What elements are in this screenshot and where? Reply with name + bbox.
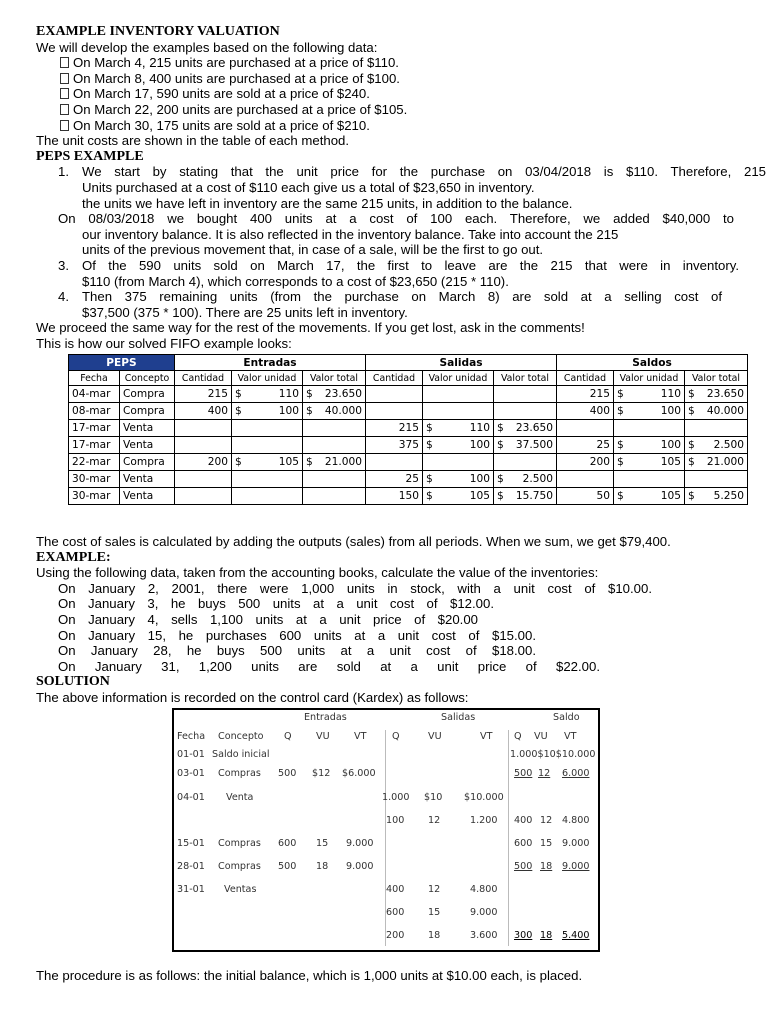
cell-value: 105: [660, 490, 681, 502]
peps-cell-e-q: [175, 471, 232, 488]
bullet-box-icon: [60, 57, 69, 68]
currency-symbol: $: [497, 422, 504, 434]
kardex-in-vu: 18: [316, 861, 329, 872]
document-body: [36, 24, 766, 351]
peps-cell-e-vu: [232, 403, 303, 420]
cell-value: 40.000: [324, 405, 362, 417]
currency-symbol: $: [426, 422, 433, 434]
bullet-box-icon: [60, 120, 69, 131]
peps-cell-s-vu: [423, 437, 494, 454]
kardex-in-vt: 9.000: [346, 838, 374, 849]
kardex-out-q: 100: [386, 815, 405, 826]
kardex-header-q: Q: [284, 731, 292, 742]
peps-cell-b-q: 400: [557, 403, 614, 420]
kardex-out-q: 200: [386, 930, 405, 941]
kardex-bal-vt: 4.800: [562, 815, 590, 826]
peps-cell-e-vt: [303, 420, 366, 437]
step-number: 4.: [58, 289, 69, 305]
kardex-out-vt: $10.000: [464, 792, 504, 803]
currency-symbol: $: [306, 405, 313, 417]
currency-symbol: $: [617, 456, 624, 468]
peps-cell-concepto: Venta: [120, 471, 175, 488]
peps-table-row: [69, 403, 748, 420]
kardex-fecha: 28-01: [177, 861, 205, 872]
kardex-in-vt: $6.000: [342, 768, 376, 779]
peps-cell-s-vt: [494, 437, 557, 454]
bullet-box-icon: [60, 104, 69, 115]
kardex-saldo-initial: 1.000$10$10.000: [510, 749, 596, 760]
currency-symbol: $: [688, 388, 695, 400]
kardex-out-vu: 15: [428, 907, 441, 918]
kardex-concepto: Compras: [218, 861, 261, 872]
peps-cell-e-vt: [303, 471, 366, 488]
peps-cell-e-vt: [303, 454, 366, 471]
step-text-line: units of the previous movement that, in case of a sale, will be the first to go out.: [82, 242, 544, 258]
group-saldos: Saldos: [557, 355, 748, 371]
document-title: EXAMPLE INVENTORY VALUATION: [36, 24, 280, 39]
peps-column-header: Valor total: [303, 371, 366, 386]
peps-cell-s-vt: [494, 420, 557, 437]
peps-cell-b-vt: [685, 386, 748, 403]
peps-cell-e-q: 200: [175, 454, 232, 471]
peps-group-header-row: [69, 355, 748, 371]
peps-column-header: Cantidad: [366, 371, 423, 386]
kardex-divider: [508, 730, 509, 946]
cell-value: 110: [660, 388, 681, 400]
peps-cell-e-q: [175, 420, 232, 437]
kardex-header-concepto: Concepto: [218, 731, 264, 742]
peps-step-3: [36, 258, 739, 274]
currency-symbol: $: [306, 456, 313, 468]
peps-column-header: Cantidad: [557, 371, 614, 386]
peps-cell-b-q: 200: [557, 454, 614, 471]
bullet-text: On March 30, 175 units are sold at a price of $210.: [73, 117, 370, 133]
example-heading: EXAMPLE:: [36, 549, 111, 565]
peps-table: [68, 354, 748, 505]
peps-cell-b-vt: [685, 454, 748, 471]
group-entradas: Entradas: [175, 355, 366, 371]
kardex-in-q: 600: [278, 838, 297, 849]
kardex-in-vt: 9.000: [346, 861, 374, 872]
peps-cell-s-vt: [494, 471, 557, 488]
kardex-out-vt: 1.200: [470, 815, 498, 826]
peps-cell-e-q: [175, 488, 232, 505]
kardex-in-q: 500: [278, 861, 297, 872]
peps-column-header: Valor total: [494, 371, 557, 386]
kardex-header-vu: VU: [534, 731, 548, 742]
kardex-header-q: Q: [392, 731, 400, 742]
peps-cell-s-vu: [423, 454, 494, 471]
step-text-line: Units purchased at a cost of $110 each give us a total of $23,650 in inventory.: [82, 179, 535, 195]
peps-cell-e-vu: [232, 454, 303, 471]
peps-column-header: Valor unidad: [614, 371, 685, 386]
cost-of-sales-text: The cost of sales is calculated by adding the outputs (sales) from all periods. When we sum, we get $79,400.: [36, 534, 671, 549]
kardex-bal-q: 500: [514, 861, 533, 872]
cell-value: 21.000: [324, 456, 362, 468]
currency-symbol: $: [688, 456, 695, 468]
data-bullet-list: [36, 55, 766, 133]
peps-cell-fecha: 17-mar: [69, 420, 120, 437]
peps-cell-b-vt: [685, 420, 748, 437]
currency-symbol: $: [617, 490, 624, 502]
kardex-concepto: Venta: [226, 792, 254, 803]
peps-column-header: Valor unidad: [423, 371, 494, 386]
peps-cell-e-vt: [303, 386, 366, 403]
cell-value: 100: [660, 405, 681, 417]
peps-cell-fecha: 08-mar: [69, 403, 120, 420]
currency-symbol: $: [235, 405, 242, 417]
peps-table-body: [69, 386, 748, 505]
peps-cell-e-q: 400: [175, 403, 232, 420]
data-bullet-item: [36, 55, 766, 71]
kardex-bal-vt: 5.400: [562, 930, 590, 941]
kardex-header-q: Q: [514, 731, 522, 742]
kardex-group-salidas: Salidas: [441, 712, 476, 723]
peps-cell-s-q: 150: [366, 488, 423, 505]
example-intro: Using the following data, taken from the accounting books, calculate the value of the inventories:: [36, 565, 599, 581]
currency-symbol: $: [235, 388, 242, 400]
kardex-bal-vu: 12: [538, 768, 551, 779]
peps-cell-s-q: 375: [366, 437, 423, 454]
cell-value: 100: [469, 473, 490, 485]
cell-value: 2.500: [522, 473, 553, 485]
peps-step-4: [36, 289, 722, 305]
data-bullet-item: [36, 118, 766, 134]
kardex-out-q: 600: [386, 907, 405, 918]
peps-heading: PEPS EXAMPLE: [36, 148, 144, 164]
kardex-bal-q: 500: [514, 768, 533, 779]
cell-value: 21.000: [706, 456, 744, 468]
cell-value: 23.650: [515, 422, 553, 434]
peps-table-row: [69, 437, 748, 454]
step-text-line: $37,500 (375 * 100). There are 25 units left in inventory.: [82, 304, 408, 320]
example-data-line: On January 2, 2001, there were 1,000 units in stock, with a unit cost of $10.00.: [58, 580, 652, 596]
step-text-line: the units we have left in inventory are the same 215 units, in addition to the balance.: [82, 195, 573, 211]
peps-cell-b-q: 215: [557, 386, 614, 403]
bullet-box-icon: [60, 88, 69, 99]
peps-cell-e-q: [175, 437, 232, 454]
step-number: 3.: [58, 257, 69, 273]
cell-value: 23.650: [324, 388, 362, 400]
peps-cell-s-q: 215: [366, 420, 423, 437]
kardex-out-vt: 4.800: [470, 884, 498, 895]
bullet-text: On March 4, 215 units are purchased at a price of $110.: [73, 55, 399, 71]
cell-value: 23.650: [706, 388, 744, 400]
cell-value: 100: [278, 405, 299, 417]
kardex-header-vt: VT: [480, 731, 493, 742]
data-bullet-item: [36, 86, 766, 102]
peps-cell-e-vu: [232, 488, 303, 505]
peps-cell-s-vu: [423, 386, 494, 403]
kardex-out-q: 1.000: [382, 792, 410, 803]
peps-cell-fecha: 04-mar: [69, 386, 120, 403]
peps-column-header: Concepto: [120, 371, 175, 386]
peps-cell-concepto: Compra: [120, 386, 175, 403]
peps-cell-s-vt: [494, 386, 557, 403]
peps-cell-concepto: Venta: [120, 420, 175, 437]
currency-symbol: $: [617, 388, 624, 400]
kardex-concepto: Ventas: [224, 884, 257, 895]
peps-cell-b-q: [557, 420, 614, 437]
peps-cell-s-vt: [494, 454, 557, 471]
peps-table-row: [69, 454, 748, 471]
currency-symbol: $: [497, 439, 504, 451]
proceed-text: We proceed the same way for the rest of the movements. If you get lost, ask in the comments!: [36, 320, 585, 336]
kardex-in-vu: $12: [312, 768, 331, 779]
currency-symbol: $: [235, 456, 242, 468]
peps-cell-b-vt: [685, 403, 748, 420]
peps-cell-s-vu: [423, 488, 494, 505]
currency-symbol: $: [617, 439, 624, 451]
step-text: Of the 590 units sold on March 17, the first to leave are the 215 that were in inventory.: [82, 257, 739, 273]
peps-cell-concepto: Compra: [120, 403, 175, 420]
bullet-text: On March 22, 200 units are purchased at a price of $105.: [73, 101, 408, 117]
cell-value: 110: [278, 388, 299, 400]
peps-step-2: On 08/03/2018 we bought 400 units at a cost of 100 each. Therefore, we added $40,000 to: [58, 211, 734, 227]
kardex-bal-vt: 9.000: [562, 838, 590, 849]
peps-cell-s-q: [366, 454, 423, 471]
example-data-list: [36, 581, 756, 675]
peps-cell-e-vt: [303, 488, 366, 505]
peps-cell-s-q: 25: [366, 471, 423, 488]
kardex-out-vu: 12: [428, 815, 441, 826]
kardex-bal-vu: 15: [540, 838, 553, 849]
example-data-line: On January 31, 1,200 units are sold at a unit price of $22.00.: [58, 658, 600, 674]
peps-corner-label: PEPS: [69, 355, 175, 371]
bullet-text: On March 17, 590 units are sold at a price of $240.: [73, 86, 370, 102]
peps-cell-e-q: 215: [175, 386, 232, 403]
example-data-line: On January 4, sells 1,100 units at a unit price of $20.00: [58, 611, 478, 627]
example-section: [36, 534, 756, 706]
kardex-out-vu: $10: [424, 792, 443, 803]
peps-column-header: Cantidad: [175, 371, 232, 386]
peps-step-1: [36, 164, 766, 180]
procedure-text: The procedure is as follows: the initial balance, which is 1,000 units at $10.00 each, is placed.: [36, 968, 583, 983]
cell-value: 37.500: [515, 439, 553, 451]
kardex-out-q: 400: [386, 884, 405, 895]
data-bullet-item: [36, 102, 766, 118]
kardex-group-saldo: Saldo: [553, 712, 580, 723]
peps-cell-s-q: [366, 386, 423, 403]
kardex-bal-vt: 9.000: [562, 861, 590, 872]
peps-cell-s-vu: [423, 420, 494, 437]
peps-cell-s-vt: [494, 488, 557, 505]
currency-symbol: $: [688, 405, 695, 417]
kardex-bal-vu: 18: [540, 861, 553, 872]
kardex-group-entradas: Entradas: [304, 712, 347, 723]
peps-cell-b-q: 50: [557, 488, 614, 505]
peps-column-header: Valor unidad: [232, 371, 303, 386]
kardex-bal-q: 300: [514, 930, 533, 941]
cell-value: 2.500: [713, 439, 744, 451]
kardex-fecha: 04-01: [177, 792, 205, 803]
peps-cell-fecha: 17-mar: [69, 437, 120, 454]
peps-cell-e-vt: [303, 437, 366, 454]
peps-cell-s-vt: [494, 403, 557, 420]
currency-symbol: $: [688, 439, 695, 451]
peps-cell-fecha: 22-mar: [69, 454, 120, 471]
peps-table-row: [69, 471, 748, 488]
group-salidas: Salidas: [366, 355, 557, 371]
peps-cell-e-vu: [232, 386, 303, 403]
kardex-header-fecha: Fecha: [177, 731, 206, 742]
kardex-fecha: 01-01: [177, 749, 205, 760]
step-number: 1.: [58, 164, 69, 180]
peps-cell-b-vu: [614, 471, 685, 488]
cell-value: 100: [469, 439, 490, 451]
bullet-text: On March 8, 400 units are purchased at a price of $100.: [73, 70, 400, 86]
data-bullet-item: [36, 71, 766, 87]
cell-value: 15.750: [515, 490, 553, 502]
kardex-out-vu: 12: [428, 884, 441, 895]
kardex-fecha: 03-01: [177, 768, 205, 779]
kardex-in-q: 500: [278, 768, 297, 779]
kardex-in-vu: 15: [316, 838, 329, 849]
step-text: Then 375 remaining units (from the purchase on March 8) are sold at a selling cost of: [82, 289, 722, 305]
peps-subheader-row: [69, 371, 748, 386]
peps-cell-b-q: 25: [557, 437, 614, 454]
peps-cell-b-vt: [685, 488, 748, 505]
currency-symbol: $: [688, 490, 695, 502]
kardex-header-vu: VU: [428, 731, 442, 742]
kardex-bal-vu: 18: [540, 930, 553, 941]
peps-cell-b-vu: [614, 403, 685, 420]
kardex-fecha: 15-01: [177, 838, 205, 849]
peps-cell-fecha: 30-mar: [69, 488, 120, 505]
currency-symbol: $: [306, 388, 313, 400]
solution-heading: SOLUTION: [36, 674, 110, 690]
cell-value: 105: [660, 456, 681, 468]
peps-column-header: Fecha: [69, 371, 120, 386]
peps-table-row: [69, 488, 748, 505]
peps-cell-s-vu: [423, 403, 494, 420]
kardex-card: [172, 708, 600, 952]
peps-cell-e-vu: [232, 471, 303, 488]
peps-cell-b-vt: [685, 437, 748, 454]
example-data-line: On January 28, he buys 500 units at a unit cost of $18.00.: [58, 643, 536, 659]
peps-cell-b-vu: [614, 454, 685, 471]
currency-symbol: $: [617, 405, 624, 417]
currency-symbol: $: [426, 490, 433, 502]
peps-cell-e-vu: [232, 437, 303, 454]
solution-intro: The above information is recorded on the control card (Kardex) as follows:: [36, 689, 469, 705]
peps-cell-b-vt: [685, 471, 748, 488]
example-data-line: On January 15, he purchases 600 units at a unit cost of $15.00.: [58, 627, 536, 643]
currency-symbol: $: [497, 473, 504, 485]
intro-text: We will develop the examples based on the following data:: [36, 39, 378, 55]
peps-column-header: Valor total: [685, 371, 748, 386]
peps-cell-s-q: [366, 403, 423, 420]
kardex-concepto: Compras: [218, 768, 261, 779]
peps-cell-b-q: [557, 471, 614, 488]
cell-value: 105: [469, 490, 490, 502]
peps-cell-e-vu: [232, 420, 303, 437]
kardex-concepto: Compras: [218, 838, 261, 849]
cell-value: 110: [469, 422, 490, 434]
peps-table-row: [69, 386, 748, 403]
fifo-intro: This is how our solved FIFO example looks:: [36, 335, 292, 351]
peps-cell-b-vu: [614, 420, 685, 437]
kardex-out-vu: 18: [428, 930, 441, 941]
kardex-header-vu: VU: [316, 731, 330, 742]
kardex-fecha: 31-01: [177, 884, 205, 895]
peps-cell-concepto: Compra: [120, 454, 175, 471]
peps-cell-fecha: 30-mar: [69, 471, 120, 488]
kardex-out-vt: 3.600: [470, 930, 498, 941]
cell-value: 105: [278, 456, 299, 468]
bullet-box-icon: [60, 73, 69, 84]
kardex-bal-q: 600: [514, 838, 533, 849]
kardex-out-vt: 9.000: [470, 907, 498, 918]
cell-value: 100: [660, 439, 681, 451]
currency-symbol: $: [497, 490, 504, 502]
currency-symbol: $: [426, 473, 433, 485]
peps-cell-e-vt: [303, 403, 366, 420]
peps-cell-s-vu: [423, 471, 494, 488]
kardex-concepto: Saldo inicial: [212, 749, 270, 760]
step-text: We start by stating that the unit price for the purchase on 03/04/2018 is $110. Therefore, 215: [82, 164, 766, 180]
kardex-header-vt: VT: [354, 731, 367, 742]
currency-symbol: $: [426, 439, 433, 451]
cell-value: 5.250: [713, 490, 744, 502]
cell-value: 40.000: [706, 405, 744, 417]
unit-costs-note: The unit costs are shown in the table of each method.: [36, 133, 350, 149]
step-text-line: our inventory balance. It is also reflected in the inventory balance. Take into account the 215: [82, 226, 619, 242]
peps-cell-b-vu: [614, 386, 685, 403]
peps-cell-concepto: Venta: [120, 437, 175, 454]
step-text-line: $110 (from March 4), which corresponds to a cost of $23,650 (215 * 110).: [82, 273, 509, 289]
peps-cell-concepto: Venta: [120, 488, 175, 505]
peps-table-row: [69, 420, 748, 437]
kardex-header-vt: VT: [564, 731, 577, 742]
peps-cell-b-vu: [614, 488, 685, 505]
example-data-line: On January 3, he buys 500 units at a unit cost of $12.00.: [58, 596, 494, 612]
peps-cell-b-vu: [614, 437, 685, 454]
kardex-bal-q: 400: [514, 815, 533, 826]
kardex-bal-vu: 12: [540, 815, 553, 826]
kardex-bal-vt: 6.000: [562, 768, 590, 779]
